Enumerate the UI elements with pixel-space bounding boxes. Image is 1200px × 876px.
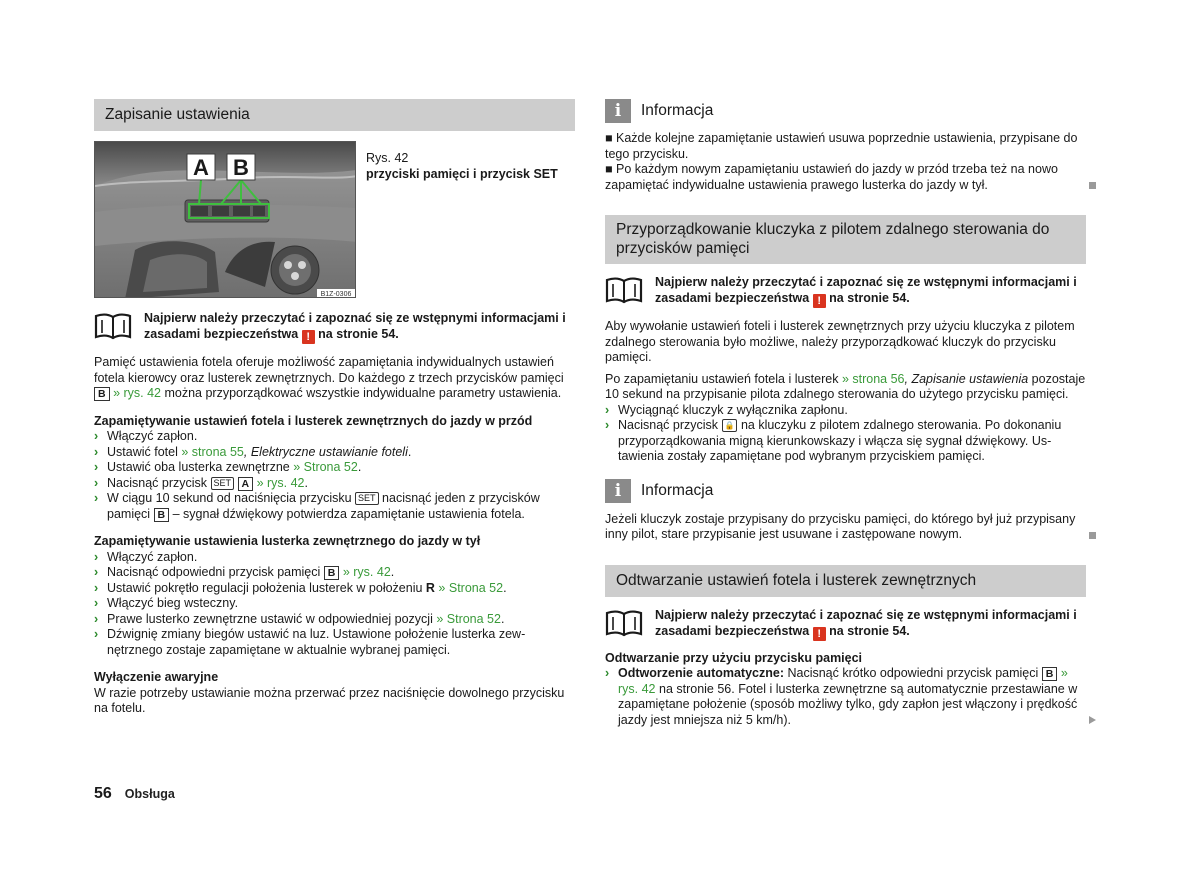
notice-text-end[interactable]: na stronie 54. [825, 623, 910, 638]
notice-text-end[interactable]: na stronie 54. [314, 327, 399, 341]
info-line: Jeżeli kluczyk zostaje przypisany do przycisku pamięci, do którego był już przypisany inny pilot, stare przypisanie jest usuwane i zastępowane nowym. [605, 511, 1076, 541]
step [94, 565, 575, 581]
chevron-icon: › [94, 611, 99, 626]
info-icon: i [605, 99, 631, 123]
info-box-header [605, 479, 1086, 503]
subheading-emergency: Wyłączenie awaryjne [94, 670, 219, 684]
link-page-52[interactable]: » Strona 52 [293, 460, 358, 474]
step [94, 550, 575, 566]
info-body [605, 131, 1086, 193]
info-box-header [605, 99, 1086, 123]
step-text: W ciągu 10 sekund od naciśnięcia przycisku [107, 491, 356, 505]
memory-key-b: B [1042, 667, 1058, 681]
info-icon: i [605, 479, 631, 503]
chevron-icon: › [605, 666, 610, 680]
chevron-icon: › [94, 491, 99, 505]
chevron-icon: › [605, 402, 610, 417]
book-icon [605, 608, 643, 638]
set-key: SET [355, 492, 379, 505]
chevron-icon: › [94, 444, 99, 459]
intro-text-2: można przyporządkować wszystkie indywidualne parametry ustawienia. [161, 386, 562, 400]
step-text: Ustawić pokrętło regulacji położenia lusterek w położeniu [107, 580, 426, 595]
step-text: Ustawić oba lusterka zewnętrzne [107, 460, 294, 474]
notice-text [655, 607, 1086, 641]
key-a: A [238, 477, 254, 491]
step-bold: Odtworzenie automatyczne: [618, 666, 784, 680]
book-icon [94, 311, 132, 341]
step [94, 445, 575, 461]
link-page-55[interactable]: » strona 55 [181, 444, 244, 459]
read-first-notice [605, 274, 1086, 308]
step-text: Nacisnąć krótko odpowiedni przycisk pamięci [784, 666, 1042, 680]
steps-reverse [94, 550, 575, 659]
step-end: . [304, 475, 308, 490]
warning-icon: ! [302, 330, 315, 344]
steps-key-assign [605, 403, 1086, 465]
para-end: pozostaje 10 sekund na przypisanie pilota zdalnego sterowania do użytego przycisku pamięci. [605, 371, 1086, 401]
label-a: A [193, 155, 209, 180]
subheading-forward: Zapamiętywanie ustawień fotela i lusterek zewnętrznych do jazdy w przód [94, 413, 533, 428]
figure-row [94, 141, 575, 298]
key-assign-paragraph-2 [605, 372, 1086, 403]
chevron-icon: › [94, 475, 99, 490]
section-heading-save-settings: Zapisanie ustawienia [94, 99, 575, 131]
figure-caption [356, 141, 558, 298]
warning-icon: ! [813, 627, 826, 641]
step-italic: , Elektryczne ustawianie foteli [243, 444, 408, 459]
right-column [605, 99, 1086, 728]
section-heading-key-assignment: Przyporządkowanie kluczyka z pilotem zdalnego sterowania do przycisków pamięci [605, 215, 1086, 264]
chevron-icon: › [94, 565, 99, 579]
step-end: na kluczyku z pilotem zdalnego sterowania. Po dokonaniu przyporządkowania migną kierunkowskazy i włącza się sygnał dźwiękowy. Ustawienia zostały zapamiętane pod wybranym przyciskiem pamięci. [618, 418, 1062, 463]
chevron-icon: › [605, 418, 610, 432]
para-text: Po zapamiętaniu ustawień fotela i lusterek [605, 371, 842, 386]
step-text: Włączyć zapłon. [107, 549, 198, 564]
memory-key-b: B [94, 387, 110, 401]
notice-text-start: Najpierw należy przeczytać i zapoznać się ze wstępnymi informacjami i zasadami bezpieczeństwa [655, 607, 1077, 638]
step [605, 403, 1086, 419]
end-square-icon [1089, 532, 1096, 539]
info-title: Informacja [641, 102, 714, 120]
notice-text [655, 274, 1086, 308]
para-italic: , Zapisanie ustawienia [904, 371, 1029, 386]
emergency-text: W razie potrzeby ustawianie można przerwać przez naciśnięcie dowolnego przycisku na fotelu. [94, 685, 565, 715]
link-fig-42[interactable]: » rys. 42 [253, 475, 305, 490]
link-page-56[interactable]: » strona 56 [841, 371, 905, 386]
steps-forward [94, 429, 575, 522]
section-heading-restore: Odtwarzanie ustawień fotela i lusterek zewnętrznych [605, 565, 1086, 597]
read-first-notice [94, 310, 575, 344]
step-end: – sygnał dźwiękowy potwierdza zapamiętanie ustawienia fotela. [169, 506, 525, 521]
link-page-52[interactable]: » Strona 52 [434, 580, 504, 595]
chevron-icon: › [94, 627, 99, 641]
link-fig-42[interactable]: » rys. 42 [618, 666, 1068, 696]
step [605, 418, 1086, 465]
step-end: na stronie 56. Fotel i lusterka zewnętrzne są automatycznie przestawiane w zapamiętane położenie (sposób możliwy tylko, gdy zapłon jest włączony i prędkość jazdy jest mniejsza niż 5 km/h). [618, 681, 1078, 727]
step-text: Wyciągnąć kluczyk z wyłącznika zapłonu. [618, 402, 848, 417]
info-body [605, 512, 1086, 543]
label-b: B [233, 155, 249, 180]
notice-text-end[interactable]: na stronie 54. [825, 291, 910, 305]
step-end: . [357, 460, 362, 474]
step-text: Nacisnąć przycisk [107, 475, 211, 490]
step-text: Prawe lusterko zewnętrzne ustawić w odpowiedniej pozycji [107, 611, 437, 626]
intro-paragraph [94, 355, 575, 402]
page-footer [94, 786, 175, 803]
end-square-icon [1089, 182, 1096, 189]
warning-icon: ! [813, 294, 826, 308]
step-end: . [407, 444, 412, 459]
figure-number: Rys. 42 [366, 151, 409, 165]
subheading-reverse: Zapamiętywanie ustawienia lusterka zewnętrznego do jazdy w tył [94, 534, 481, 548]
memory-key-b: B [154, 508, 170, 522]
step-end: . [503, 580, 507, 595]
step [605, 666, 1086, 728]
step [94, 476, 575, 492]
steps-restore [605, 666, 1086, 728]
figure-code: B1Z-0306 [320, 291, 352, 298]
lock-key-icon: 🔒 [722, 419, 738, 432]
link-fig-42[interactable]: » rys. 42 [109, 386, 162, 400]
step-text-mid: nacisnąć jeden z przycisków pamięci [107, 491, 540, 521]
seat-control-illustration [95, 142, 356, 298]
step [94, 596, 575, 612]
set-key: SET [211, 477, 235, 490]
step-text: Dźwignię zmiany biegów ustawić na luz. Ustawione położenie lusterka zewnętrznego zostaje zapamiętane w aktualnie wybranej pamięci. [107, 627, 526, 657]
step-text: Ustawić fotel [107, 444, 182, 459]
chevron-icon: › [94, 580, 99, 595]
step [94, 491, 575, 522]
step-end: . [390, 565, 395, 579]
step-text: Nacisnąć odpowiedni przycisk pamięci [107, 565, 324, 579]
info-title: Informacja [641, 481, 714, 499]
step [94, 429, 575, 445]
figure-seat-memory-buttons [94, 141, 356, 298]
chevron-icon: › [94, 460, 99, 474]
notice-text-start: Najpierw należy przeczytać i zapoznać się ze wstępnymi informacjami i zasadami bezpieczeństwa [144, 311, 566, 341]
left-column [94, 99, 575, 717]
chevron-icon: › [94, 596, 99, 610]
info-line: ■ Po każdym nowym zapamiętaniu ustawień do jazdy w przód trzeba też na nowo zapamiętać indywidualne ustawienia prawego lusterka do jazdy w tył. [605, 162, 1058, 192]
memory-key-b: B [324, 566, 340, 580]
info-line: ■ Każde kolejne zapamiętanie ustawień usuwa poprzednie ustawienia, przypisane do tego przycisku. [605, 131, 1078, 161]
page-section-name: Obsługa [124, 787, 175, 801]
read-first-notice [605, 607, 1086, 641]
mirror-r-symbol: R [425, 580, 435, 595]
page-number: 56 [94, 785, 112, 802]
step-end: . [500, 611, 505, 626]
link-page-52[interactable]: » Strona 52 [436, 611, 501, 626]
notice-text [144, 310, 575, 344]
key-assign-paragraph: Aby wywołanie ustawień foteli i lusterek zewnętrznych przy użyciu kluczyka z pilotem zdalnego sterowania było możliwe, należy przyporządkować kluczyk do przycisku pamięci. [605, 319, 1075, 364]
step [94, 627, 575, 658]
notice-text-start: Najpierw należy przeczytać i zapoznać się ze wstępnymi informacjami i zasadami bezpieczeństwa [655, 275, 1077, 305]
continue-arrow-icon [1089, 716, 1096, 724]
step-text: Nacisnąć przycisk [618, 418, 722, 432]
step-text: Włączyć zapłon. [107, 429, 198, 443]
chevron-icon: › [94, 429, 99, 443]
figure-title: przyciski pamięci i przycisk SET [366, 166, 558, 181]
book-icon [605, 275, 643, 305]
step [94, 460, 575, 476]
chevron-icon: › [94, 549, 99, 564]
subheading-restore-memory: Odtwarzanie przy użyciu przycisku pamięci [605, 650, 863, 665]
link-fig-42[interactable]: » rys. 42 [339, 565, 391, 579]
step [94, 581, 575, 597]
step [94, 612, 575, 628]
step-text: Włączyć bieg wsteczny. [107, 596, 239, 610]
intro-text-1: Pamięć ustawienia fotela oferuje możliwość zapamiętania indywidualnych ustawień fotela kierowcy oraz lusterek zewnętrznych. Do każdego z trzech przycisków pamięci [94, 355, 564, 385]
